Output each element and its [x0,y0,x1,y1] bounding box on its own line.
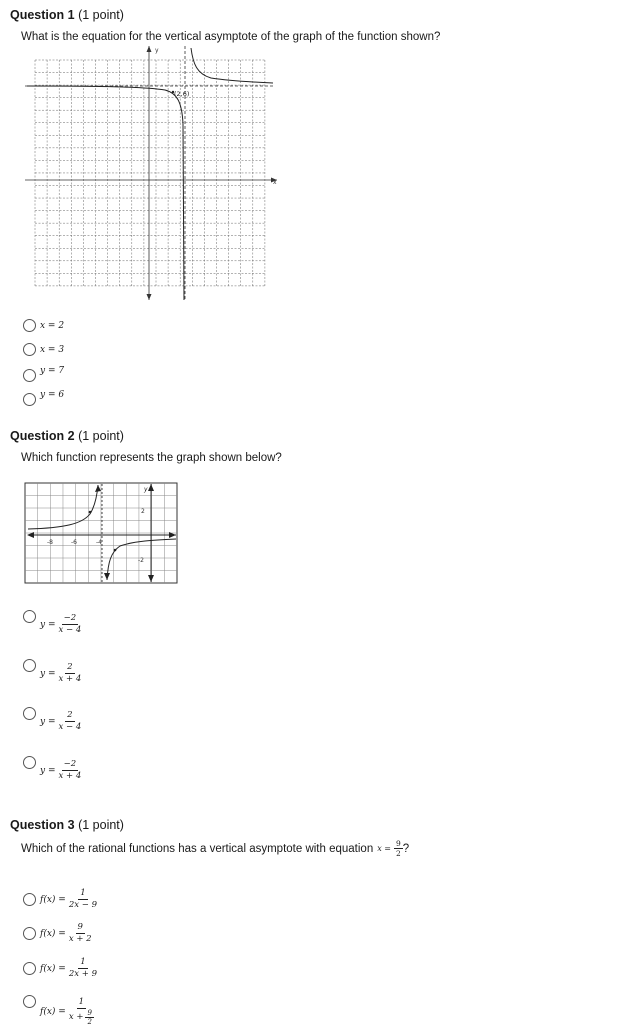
question-3-prompt [21,839,409,858]
q3-option-4-lhs: f(x) = [40,1006,66,1017]
graph-2-tick-neg4: -4 [96,539,102,546]
q3-option-3-denominator: 2x + 9 [68,969,97,979]
q2-option-3-lhs: y = [40,716,56,727]
graph-1-y-down-arrow-icon [147,294,152,300]
question-3-points: (1 point) [78,818,124,832]
graph-2-tick-neg2: -2 [138,557,144,564]
q3-option-1-expression [40,888,97,911]
graph-2-y-up-arrow-icon [148,484,154,491]
q2-option-3-denominator: x − 4 [58,722,82,732]
q2-option-1-numerator: −2 [63,613,77,623]
q3-option-3-lhs: f(x) = [40,963,66,974]
q3-option-3[interactable] [23,957,97,980]
q3-option-2[interactable] [23,922,92,945]
q2-option-2-numerator: 2 [67,662,73,672]
graph-2-point-1 [89,511,92,514]
question-3-prompt-text: Which of the rational functions has a vertical asymptote with equation [21,842,374,855]
q3-option-4[interactable] [23,995,94,1026]
graph-1-grid [35,60,265,286]
graph-2-tick-neg6: -6 [71,539,77,546]
question-1-prompt: What is the equation for the vertical asymptote of the graph of the function shown? [21,31,441,43]
q3-option-3-numerator: 1 [80,957,86,967]
question-3-prompt-fraction [394,839,403,858]
q3-option-4-inner-numerator: 9 [87,1009,92,1017]
q1-option-2-radio[interactable] [23,343,36,356]
graph-1-point-label: (2,6) [174,90,190,98]
q3-option-2-fraction [69,922,92,945]
graph-2-point-2 [114,549,117,552]
graph-2-y-down-arrow-icon [148,575,154,582]
question-3-title [10,818,124,832]
graph-2-tick-2: 2 [141,508,145,515]
q1-option-4-radio[interactable] [23,393,36,406]
q2-option-4-fraction [59,759,82,782]
q2-option-3-fraction [59,710,82,733]
graph-2-y-label: y [144,486,148,493]
question-2-label: Question 2 [10,429,75,443]
q2-option-2-radio[interactable] [23,659,36,672]
q3-option-4-expression [40,997,94,1026]
question-3-prompt-numerator: 9 [395,839,401,848]
q1-option-3-label: y = 7 [40,366,65,376]
q3-option-4-inner-denominator: 2 [87,1018,92,1026]
question-1-points: (1 point) [78,8,124,22]
q3-option-3-expression [40,957,97,980]
q2-option-2-denominator: x + 4 [58,674,82,684]
q3-option-2-lhs: f(x) = [40,928,66,939]
q1-option-1-label: x = 2 [40,320,65,331]
q2-option-3[interactable] [23,707,81,733]
q2-option-1-fraction [59,613,82,636]
q2-option-4-expression [40,759,81,782]
q2-option-1-expression [40,613,81,636]
q2-option-1-lhs: y = [40,619,56,630]
q3-option-3-radio[interactable] [23,962,36,975]
q2-option-3-expression [40,710,81,733]
q3-option-2-denominator: x + 2 [68,934,92,944]
q3-option-2-numerator: 9 [77,922,83,932]
q1-option-1[interactable] [23,319,64,332]
q2-option-4-lhs: y = [40,765,56,776]
q1-option-1-radio[interactable] [23,319,36,332]
question-3-prompt-eq: x = [377,844,391,853]
q2-option-2[interactable] [23,659,81,685]
question-1-graph [25,44,280,304]
q2-option-2-fraction [59,662,82,685]
question-3-prompt-denominator: 2 [395,849,401,858]
q1-option-4[interactable] [23,390,64,406]
q2-option-4-numerator: −2 [63,759,77,769]
q1-option-4-label: y = 6 [40,390,65,400]
graph-1-x-label: x [273,179,277,186]
question-2-graph [24,482,179,585]
q1-option-2-label: x = 3 [40,344,65,355]
q2-option-4[interactable] [23,756,81,782]
graph-2-right-branch-arrow-icon [104,573,110,580]
graph-2-left-branch-arrow-icon [95,485,101,492]
q3-option-4-denominator [69,1009,94,1026]
q2-option-1-denominator: x − 4 [58,625,82,635]
q2-option-2-lhs: y = [40,668,56,679]
q3-option-1-fraction [69,888,97,911]
graph-1-left-branch [27,86,184,300]
graph-1-y-arrow-icon [147,46,152,52]
q3-option-1-lhs: f(x) = [40,894,66,905]
q3-option-2-radio[interactable] [23,927,36,940]
q3-option-2-expression [40,922,92,945]
q1-option-2[interactable] [23,343,64,356]
q2-option-4-radio[interactable] [23,756,36,769]
q3-option-1-numerator: 1 [80,888,86,898]
q3-option-4-numerator: 1 [78,997,85,1007]
q1-option-3[interactable] [23,366,64,382]
question-1-title [10,8,124,22]
question-2-points: (1 point) [78,429,124,443]
q2-option-3-radio[interactable] [23,707,36,720]
question-3-prompt-end: ? [402,842,410,855]
graph-2-grid [25,483,177,583]
question-1-label: Question 1 [10,8,75,22]
q3-option-1[interactable] [23,888,97,911]
q3-option-4-radio[interactable] [23,995,36,1008]
graph-2-tick-neg8: -8 [47,539,53,546]
q2-option-1-radio[interactable] [23,610,36,623]
q2-option-1[interactable] [23,610,81,636]
q3-option-1-radio[interactable] [23,893,36,906]
question-2-title [10,429,124,443]
q2-option-3-numerator: 2 [67,710,73,720]
graph-1-y-label: y [155,47,159,54]
q3-option-4-den-a: x + [68,1012,84,1022]
q3-option-4-fraction [69,997,94,1026]
q1-option-3-radio[interactable] [23,369,36,382]
q3-option-1-denominator: 2x − 9 [68,900,97,910]
q3-option-3-fraction [69,957,97,980]
question-2-prompt: Which function represents the graph shown below? [21,452,282,464]
question-3-label: Question 3 [10,818,75,832]
graph-1-right-branch [191,48,273,83]
q3-option-4-inner-fraction [85,1009,93,1026]
q2-option-4-denominator: x + 4 [58,771,82,781]
q2-option-2-expression [40,662,81,685]
